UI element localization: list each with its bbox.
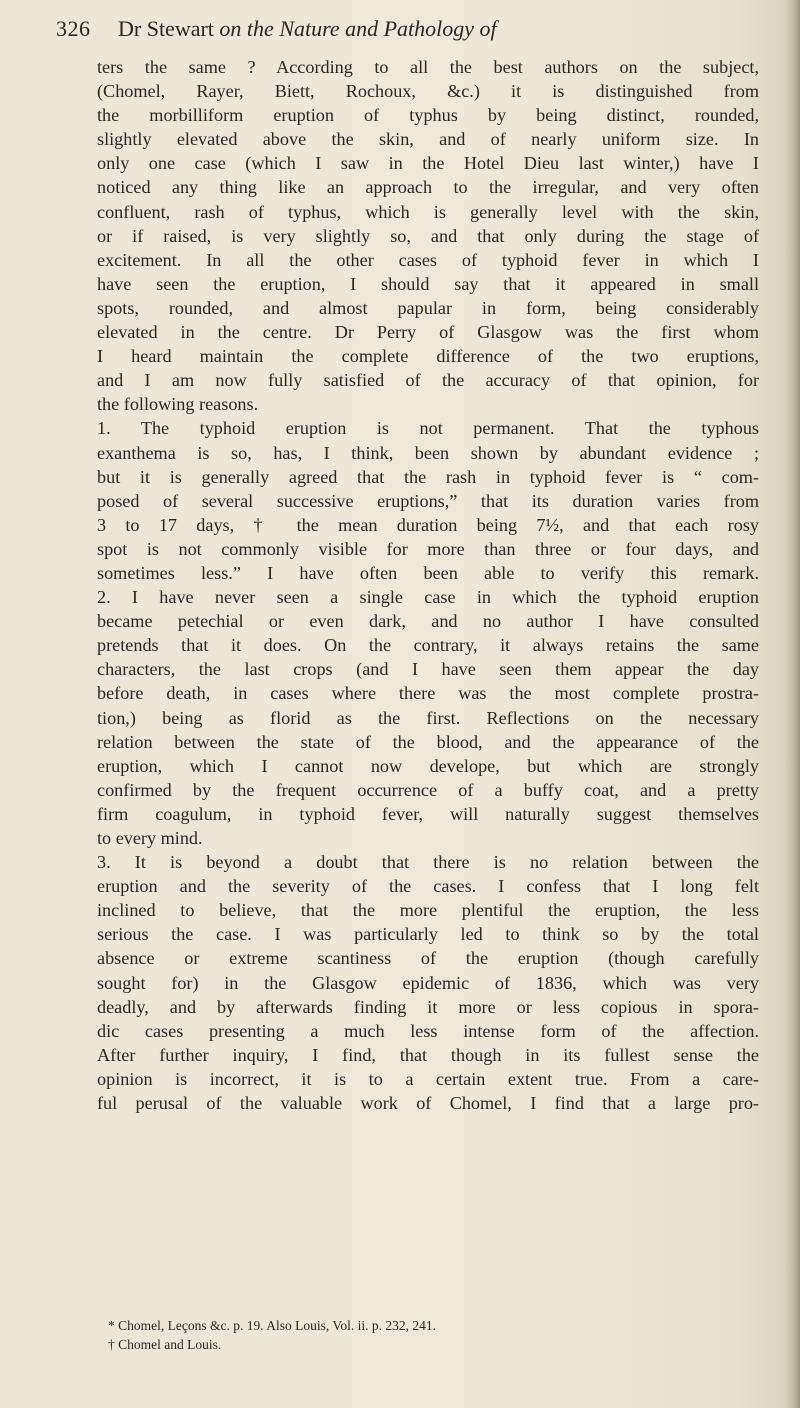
running-header (56, 12, 756, 46)
page-number: 326 (56, 16, 91, 41)
text-line: opinion is incorrect, it is to a certain extent true. From a care- (97, 1068, 759, 1089)
text-line: I heard maintain the complete difference of the two eruptions, (97, 346, 759, 367)
header-title-prefix: on the (219, 16, 274, 41)
text-line: 3 to 17 days, † the mean duration being 7½, and that each rosy (97, 514, 759, 535)
text-line: posed of several successive eruptions,” that its duration varies from (97, 490, 759, 511)
text-line: became petechial or even dark, and no author I have consulted (97, 611, 759, 632)
text-line: ful perusal of the valuable work of Chomel, I find that a large pro- (97, 1093, 759, 1114)
text-line: tion,) being as florid as the first. Reflections on the necessary (97, 707, 759, 728)
binding-shadow (784, 0, 800, 1408)
text-line: only one case (which I saw in the Hotel Dieu last winter,) have I (97, 153, 759, 174)
text-line: before death, in cases where there was the most complete prostra- (97, 683, 759, 704)
text-line: pretends that it does. On the contrary, it always retains the same (97, 635, 759, 656)
text-line: spots, rounded, and almost papular in form, being considerably (97, 297, 759, 318)
text-line: spot is not commonly visible for more than three or four days, and (97, 538, 759, 559)
text-line: exanthema is so, has, I think, been shown by abundant evidence ; (97, 442, 759, 463)
text-line: inclined to believe, that the more plentiful the eruption, the less (97, 900, 759, 921)
text-line: After further inquiry, I find, that though in its fullest sense the (97, 1044, 759, 1065)
footnote: † Chomel and Louis. (108, 1337, 222, 1352)
text-line: eruption, which I cannot now develope, but which are strongly (97, 755, 759, 776)
text-line: 1. The typhoid eruption is not permanent. That the typhous (97, 418, 759, 439)
text-line: dic cases presenting a much less intense form of the affection. (97, 1020, 759, 1041)
running-title (118, 12, 497, 46)
text-line: firm coagulum, in typhoid fever, will naturally suggest themselves (97, 803, 759, 824)
text-line: confirmed by the frequent occurrence of a buffy coat, and a pretty (97, 779, 759, 800)
text-line: characters, the last crops (and I have seen them appear the day (97, 659, 759, 680)
text-line: noticed any thing like an approach to the irregular, and very often (97, 177, 759, 198)
text-line: have seen the eruption, I should say that it appeared in small (97, 273, 759, 294)
text-line: 2. I have never seen a single case in which the typhoid eruption (97, 587, 759, 608)
text-line: elevated in the centre. Dr Perry of Glasgow was the first whom (97, 322, 759, 343)
text-line: slightly elevated above the skin, and of nearly uniform size. In (97, 129, 759, 150)
body-text (97, 55, 759, 1115)
text-line: confluent, rash of typhus, which is generally level with the skin, (97, 201, 759, 222)
text-line: relation between the state of the blood, and the appearance of the (97, 731, 759, 752)
text-line: the morbilliform eruption of typhus by being distinct, rounded, (97, 105, 759, 126)
text-line: sought for) in the Glasgow epidemic of 1836, which was very (97, 972, 759, 993)
text-line: absence or extreme scantiness of the eruption (though carefully (97, 948, 759, 969)
text-line: (Chomel, Rayer, Biett, Rochoux, &c.) it is distinguished from (97, 81, 759, 102)
text-line: excitement. In all the other cases of typhoid fever in which I (97, 249, 759, 270)
text-line: sometimes less.” I have often been able to verify this remark. (97, 562, 759, 583)
text-line: 3. It is beyond a doubt that there is no relation between the (97, 852, 759, 873)
header-author: Dr Stewart (118, 16, 214, 41)
text-line: serious the case. I was particularly led to think so by the total (97, 924, 759, 945)
text-line: and I am now fully satisfied of the accuracy of that opinion, for (97, 370, 759, 391)
text-line: but it is generally agreed that the rash in typhoid fever is “ com- (97, 466, 759, 487)
footnote: * Chomel, Leçons &c. p. 19. Also Louis, Vol. ii. p. 232, 241. (108, 1318, 437, 1333)
text-line: or if raised, is very slightly so, and that only during the stage of (97, 225, 759, 246)
header-title-main: Nature and Pathology of (279, 16, 497, 41)
text-line: ters the same ? According to all the best authors on the subject, (97, 57, 759, 77)
footnotes (108, 1316, 748, 1354)
paragraph-end-line: to every mind. (97, 828, 203, 848)
paragraph-end-line: the following reasons. (97, 394, 259, 415)
text-line: eruption and the severity of the cases. I confess that I long felt (97, 876, 759, 897)
text-line: deadly, and by afterwards finding it more or less copious in spora- (97, 996, 759, 1017)
